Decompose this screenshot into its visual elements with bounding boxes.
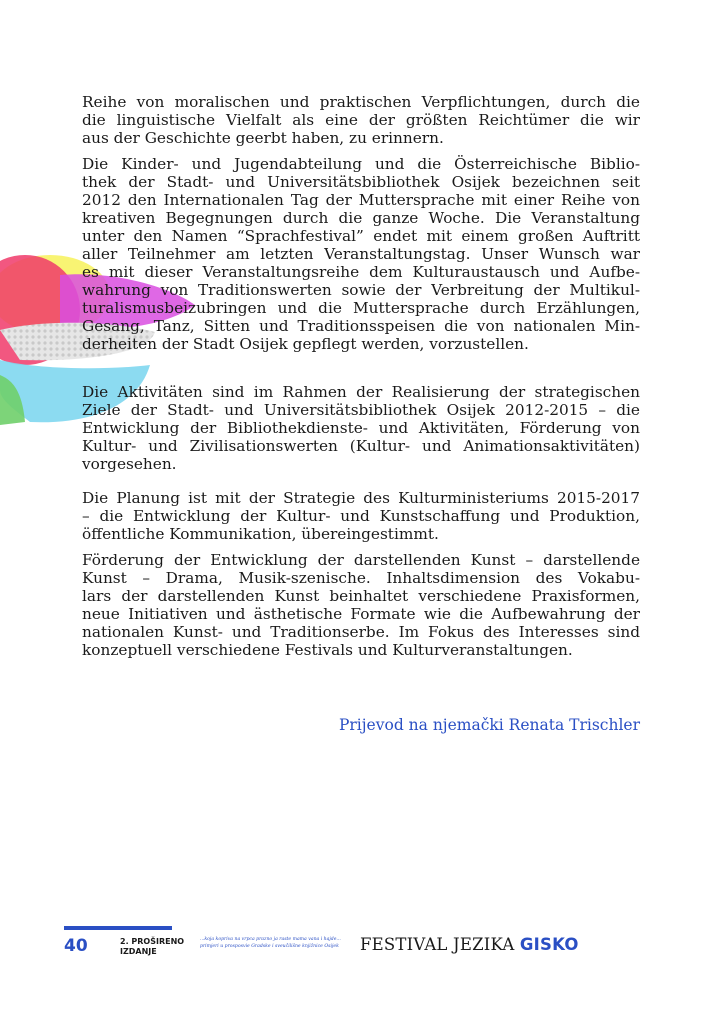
text-line: Kunst – Drama, Musik-szenische. Inhaltsdimension des Vokabu- <box>82 569 640 587</box>
text-line: neue Initiativen und ästhetische Formate wie die Aufbewahrung der <box>82 605 640 623</box>
text-line: öffentliche Kommunikation, übereingestimmt. <box>82 525 439 543</box>
script-line-2: primjeri u prosposvie Gradske i sveučilišne knjižnice Osijek <box>200 944 339 949</box>
text-line: Die Aktivitäten sind im Rahmen der Realisierung der strategischen <box>82 383 640 401</box>
footer-brand <box>360 935 579 954</box>
text-line: aller Teilnehmer am letzten Veranstaltungstag. Unser Wunsch war <box>82 245 640 263</box>
text-line: 2012 den Internationalen Tag der Muttersprache mit einer Reihe von <box>82 191 640 209</box>
text-line: kreativen Begegnungen durch die ganze Woche. Die Veranstaltung <box>82 209 640 227</box>
edition-label <box>120 937 184 957</box>
script-line-1: ...koja kopriva na vrpca prazno ja raste mama vana i hajde... <box>200 937 341 942</box>
edition-line-2: IZDANJE <box>120 947 157 956</box>
footer-brand-main: FESTIVAL JEZIKA <box>360 935 520 954</box>
text-line: wahrung von Traditionswerten sowie der Verbreitung der Multikul- <box>82 281 640 299</box>
text-line: derheiten der Stadt Osijek gepflegt werden, vorzustellen. <box>82 335 529 353</box>
text-line: Reihe von moralischen und praktischen Verpflichtungen, durch die <box>82 93 640 111</box>
text-line: die linguistische Vielfalt als eine der größten Reichtümer die wir <box>82 111 640 129</box>
text-line: Kultur- und Zivilisationswerten (Kultur- und Animationsaktivitäten) <box>82 437 640 455</box>
text-line: lars der darstellenden Kunst beinhaltet verschiedene Praxisformen, <box>82 587 640 605</box>
text-line: konzeptuell verschiedene Festivals und Kulturveranstaltungen. <box>82 641 573 659</box>
text-line: Ziele der Stadt- und Universitätsbibliothek Osijek 2012-2015 – die <box>82 401 640 419</box>
edition-line-1: 2. PROŠIRENO <box>120 937 185 946</box>
paragraph <box>82 155 640 353</box>
text-line: – die Entwicklung der Kultur- und Kunstschaffung und Produktion, <box>82 507 640 525</box>
text-line: Förderung der Entwicklung der darstellenden Kunst – darstellende <box>82 551 640 569</box>
text-line: unter den Namen “Sprachfestival” endet mit einem großen Auftritt <box>82 227 640 245</box>
text-line: aus der Geschichte geerbt haben, zu erinnern. <box>82 129 444 147</box>
text-line: es mit dieser Veranstaltungsreihe dem Kulturaustausch und Aufbe- <box>82 263 640 281</box>
text-line: thek der Stadt- und Universitätsbibliothek Osijek bezeichnen seit <box>82 173 640 191</box>
paragraph <box>82 93 640 147</box>
text-line: turalismusbeizubringen und die Muttersprache durch Erzählungen, <box>82 299 640 317</box>
text-line: vorgesehen. <box>82 455 177 473</box>
text-line: Die Planung ist mit der Strategie des Kulturministeriums 2015-2017 <box>82 489 640 507</box>
page-number: 40 <box>64 936 88 956</box>
paragraph <box>82 551 640 659</box>
paragraph <box>82 383 640 473</box>
translator-credit: Prijevod na njemački Renata Trischler <box>338 716 640 734</box>
text-line: Entwicklung der Bibliothekdienste- und Aktivitäten, Förderung von <box>82 419 640 437</box>
handwritten-script-text <box>200 936 360 950</box>
text-line: Die Kinder- und Jugendabteilung und die Österreichische Biblio- <box>82 155 640 173</box>
paragraph <box>82 489 640 543</box>
text-line: nationalen Kunst- und Traditionserbe. Im Fokus des Interesses sind <box>82 623 640 641</box>
footer-rule <box>64 926 172 930</box>
footer-brand-accent: GISKO <box>519 935 579 954</box>
text-line: Gesang, Tanz, Sitten und Traditionsspeisen die von nationalen Min- <box>82 317 640 335</box>
